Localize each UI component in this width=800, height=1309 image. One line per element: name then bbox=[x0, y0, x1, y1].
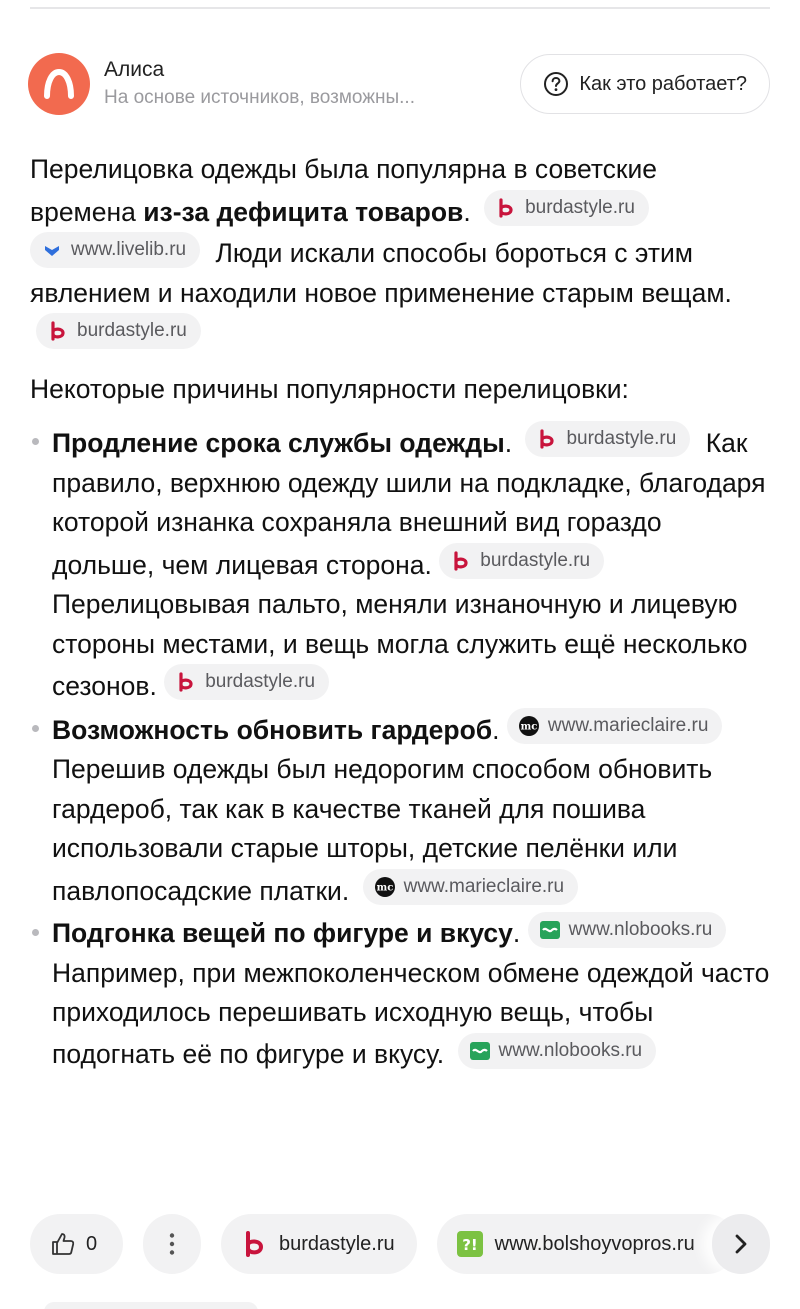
chip-label: burdastyle.ru bbox=[480, 549, 591, 571]
text: . bbox=[463, 196, 471, 227]
answer-header bbox=[28, 52, 770, 116]
chevron-right-icon bbox=[734, 1233, 748, 1255]
paragraph-1 bbox=[30, 150, 770, 356]
text: . bbox=[512, 918, 521, 948]
alisa-avatar bbox=[28, 53, 90, 115]
list-item bbox=[30, 421, 770, 707]
thumbs-up-icon bbox=[50, 1231, 76, 1257]
top-divider bbox=[30, 7, 770, 9]
text: . bbox=[492, 714, 500, 745]
marieclaire-icon bbox=[375, 877, 395, 897]
source-chip-burdastyle[interactable] bbox=[164, 664, 329, 700]
burdastyle-icon bbox=[176, 672, 196, 692]
text: Перешив одежды был недорогим способом обновить гардероб, так как в качестве тканей для пошива использовали старые шторы, детские пелёнки или павлопосадские платки. bbox=[52, 754, 713, 906]
list-item bbox=[30, 912, 770, 1074]
paragraph-2: Некоторые причины популярности перелицовки: bbox=[30, 373, 629, 404]
next-element-peek bbox=[44, 1302, 258, 1309]
bullet bbox=[32, 725, 39, 732]
chip-label: burdastyle.ru bbox=[205, 671, 316, 692]
source-card-burdastyle[interactable] bbox=[221, 1214, 417, 1274]
bold-text: из-за дефицита товаров bbox=[143, 196, 464, 227]
svg-text:?!: ?! bbox=[461, 1236, 478, 1254]
source-chip-marieclaire[interactable] bbox=[507, 708, 722, 744]
like-button[interactable] bbox=[30, 1214, 123, 1274]
svg-text:mc: mc bbox=[520, 721, 538, 732]
alisa-logo-icon bbox=[42, 67, 76, 101]
burdastyle-icon bbox=[48, 321, 68, 341]
text: Например, при межпоколенческом обмене одеждой часто приходилось перешивать исходную вещь, чтобы подогнать её по фигуре и вкусу. bbox=[52, 957, 770, 1069]
how-it-works-button[interactable] bbox=[520, 54, 770, 114]
list-item-title: Подгонка вещей по фигуре и вкусу bbox=[52, 918, 513, 948]
chip-label: www.nlobooks.ru bbox=[498, 1039, 643, 1061]
source-chip-burdastyle[interactable] bbox=[484, 190, 649, 226]
reasons-list bbox=[30, 421, 770, 1074]
source-card-label: www.bolshoyvopros.ru bbox=[494, 1232, 695, 1255]
list-item-title: Возможность обновить гардероб bbox=[52, 714, 493, 745]
more-options-button[interactable] bbox=[143, 1214, 201, 1274]
text: Перелицовывая пальто, меняли изнаночную и лицевую стороны местами, и вещь могла служить ещё несколько сезонов. bbox=[52, 589, 748, 701]
text: . bbox=[504, 428, 513, 458]
assistant-subtitle: На основе источников, возможны... bbox=[104, 87, 415, 108]
bolshoyvopros-icon bbox=[457, 1231, 483, 1257]
question-circle-icon bbox=[543, 71, 569, 97]
like-count: 0 bbox=[86, 1232, 98, 1255]
next-sources-button[interactable] bbox=[712, 1214, 770, 1274]
text: Люди искали способы бороться с этим явлением и находили новое применение старым вещам. bbox=[30, 238, 732, 308]
answer-actions-bar bbox=[30, 1214, 800, 1274]
list-item-title: Продление срока службы одежды bbox=[52, 428, 505, 458]
burdastyle-icon bbox=[241, 1231, 267, 1257]
chip-label: www.marieclaire.ru bbox=[403, 875, 565, 897]
source-chip-livelib[interactable] bbox=[30, 232, 200, 268]
chip-label: www.nlobooks.ru bbox=[568, 919, 713, 940]
answer-content bbox=[30, 150, 770, 1075]
source-card-bolshoyvopros[interactable] bbox=[437, 1214, 737, 1274]
list-item bbox=[30, 708, 770, 912]
chip-label: burdastyle.ru bbox=[525, 196, 635, 218]
how-it-works-label: Как это работает? bbox=[579, 72, 747, 95]
source-chip-burdastyle[interactable] bbox=[36, 313, 201, 349]
svg-text:mc: mc bbox=[376, 882, 393, 893]
livelib-icon bbox=[42, 240, 62, 260]
marieclaire-icon bbox=[519, 716, 539, 736]
chip-label: burdastyle.ru bbox=[77, 320, 187, 341]
source-chip-marieclaire[interactable] bbox=[363, 869, 578, 905]
nlobooks-icon bbox=[470, 1041, 490, 1061]
text: Как правило, верхнюю одежду шили на подкладке, благодаря которой изнанка сохраняла внешний вид гораздо дольше, чем лицевая сторона. bbox=[52, 428, 766, 580]
bullet bbox=[32, 438, 39, 445]
source-chip-burdastyle[interactable] bbox=[525, 421, 690, 457]
nlobooks-icon bbox=[540, 920, 560, 940]
bullet bbox=[32, 929, 39, 936]
source-chip-burdastyle[interactable] bbox=[439, 543, 604, 579]
burdastyle-icon bbox=[451, 551, 471, 571]
burdastyle-icon bbox=[496, 198, 516, 218]
chip-label: www.livelib.ru bbox=[71, 239, 187, 260]
source-card-label: burdastyle.ru bbox=[279, 1232, 395, 1255]
source-chip-nlobooks[interactable] bbox=[528, 912, 727, 948]
more-vertical-icon bbox=[169, 1232, 175, 1256]
text: Перелицовка одежды была популярна в советские времена bbox=[30, 154, 658, 227]
chip-label: burdastyle.ru bbox=[566, 428, 677, 449]
chip-label: www.marieclaire.ru bbox=[547, 714, 709, 736]
assistant-name: Алиса bbox=[104, 58, 165, 81]
burdastyle-icon bbox=[537, 429, 557, 449]
source-chip-nlobooks[interactable] bbox=[458, 1033, 657, 1069]
